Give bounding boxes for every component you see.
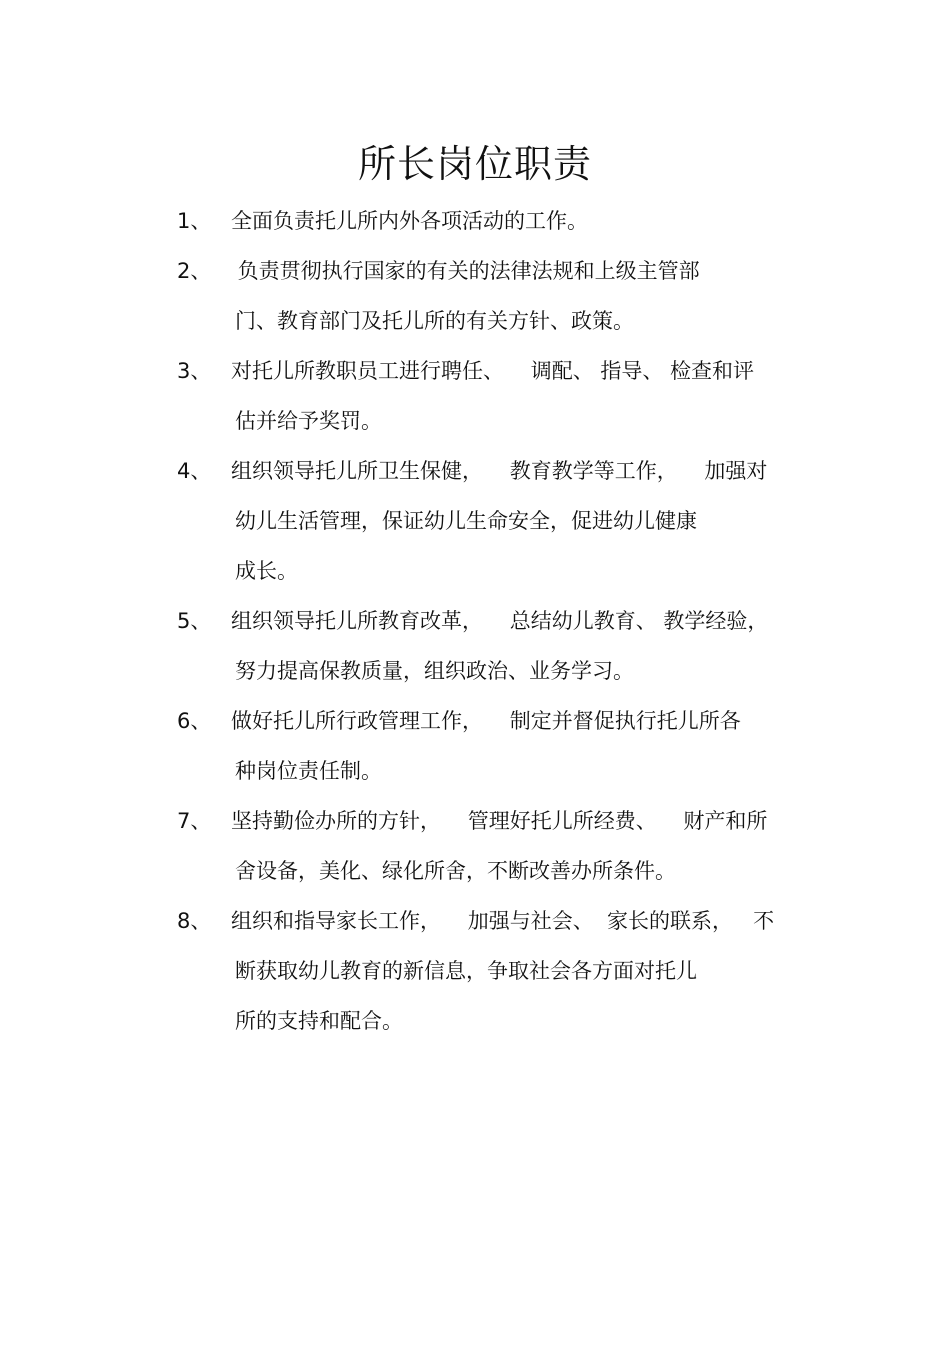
item-text: 所的支持和配合。 [235,1009,403,1033]
item-text: 全面负责托儿所内外各项活动的工作。 [231,209,588,233]
item-text: 组织领导托儿所教育改革， 总结幼儿教育、 教学经验， [231,609,769,633]
item-number: 6、 [177,709,212,733]
page-title: 所长岗位职责 [357,142,592,186]
item-text: 坚持勤俭办所的方针， 管理好托儿所经费、 财产和所 [231,809,768,833]
item-text: 估并给予奖罚。 [235,409,382,433]
item-text: 组织领导托儿所卫生保健， 教育教学等工作， 加强对 [231,459,768,483]
item-number: 2、 [177,259,212,283]
item-text: 幼儿生活管理，保证幼儿生命安全，促进幼儿健康 [235,509,697,533]
item-number: 5、 [177,609,212,633]
item-number: 8、 [177,909,212,933]
item-number: 3、 [177,359,212,383]
item-text: 努力提高保教质量，组织政治、业务学习。 [235,659,634,683]
item-text: 对托儿所教职员工进行聘任、 调配、 指导、 检查和评 [231,359,755,383]
item-text: 断获取幼儿教育的新信息，争取社会各方面对托儿 [235,959,697,983]
item-number: 7、 [177,809,212,833]
item-text: 负责贯彻执行国家的有关的法律法规和上级主管部 [231,259,700,283]
item-text: 成长。 [235,559,298,583]
item-text: 做好托儿所行政管理工作， 制定并督促执行托儿所各 [231,709,741,733]
item-text: 门、教育部门及托儿所的有关方针、政策。 [235,309,634,333]
item-text: 舍设备，美化、绿化所舍，不断改善办所条件。 [235,859,676,883]
item-text: 组织和指导家长工作， 加强与社会、 家长的联系， 不 [231,909,775,933]
item-text: 种岗位责任制。 [235,759,382,783]
item-number: 4、 [177,459,212,483]
item-number: 1、 [177,209,212,233]
